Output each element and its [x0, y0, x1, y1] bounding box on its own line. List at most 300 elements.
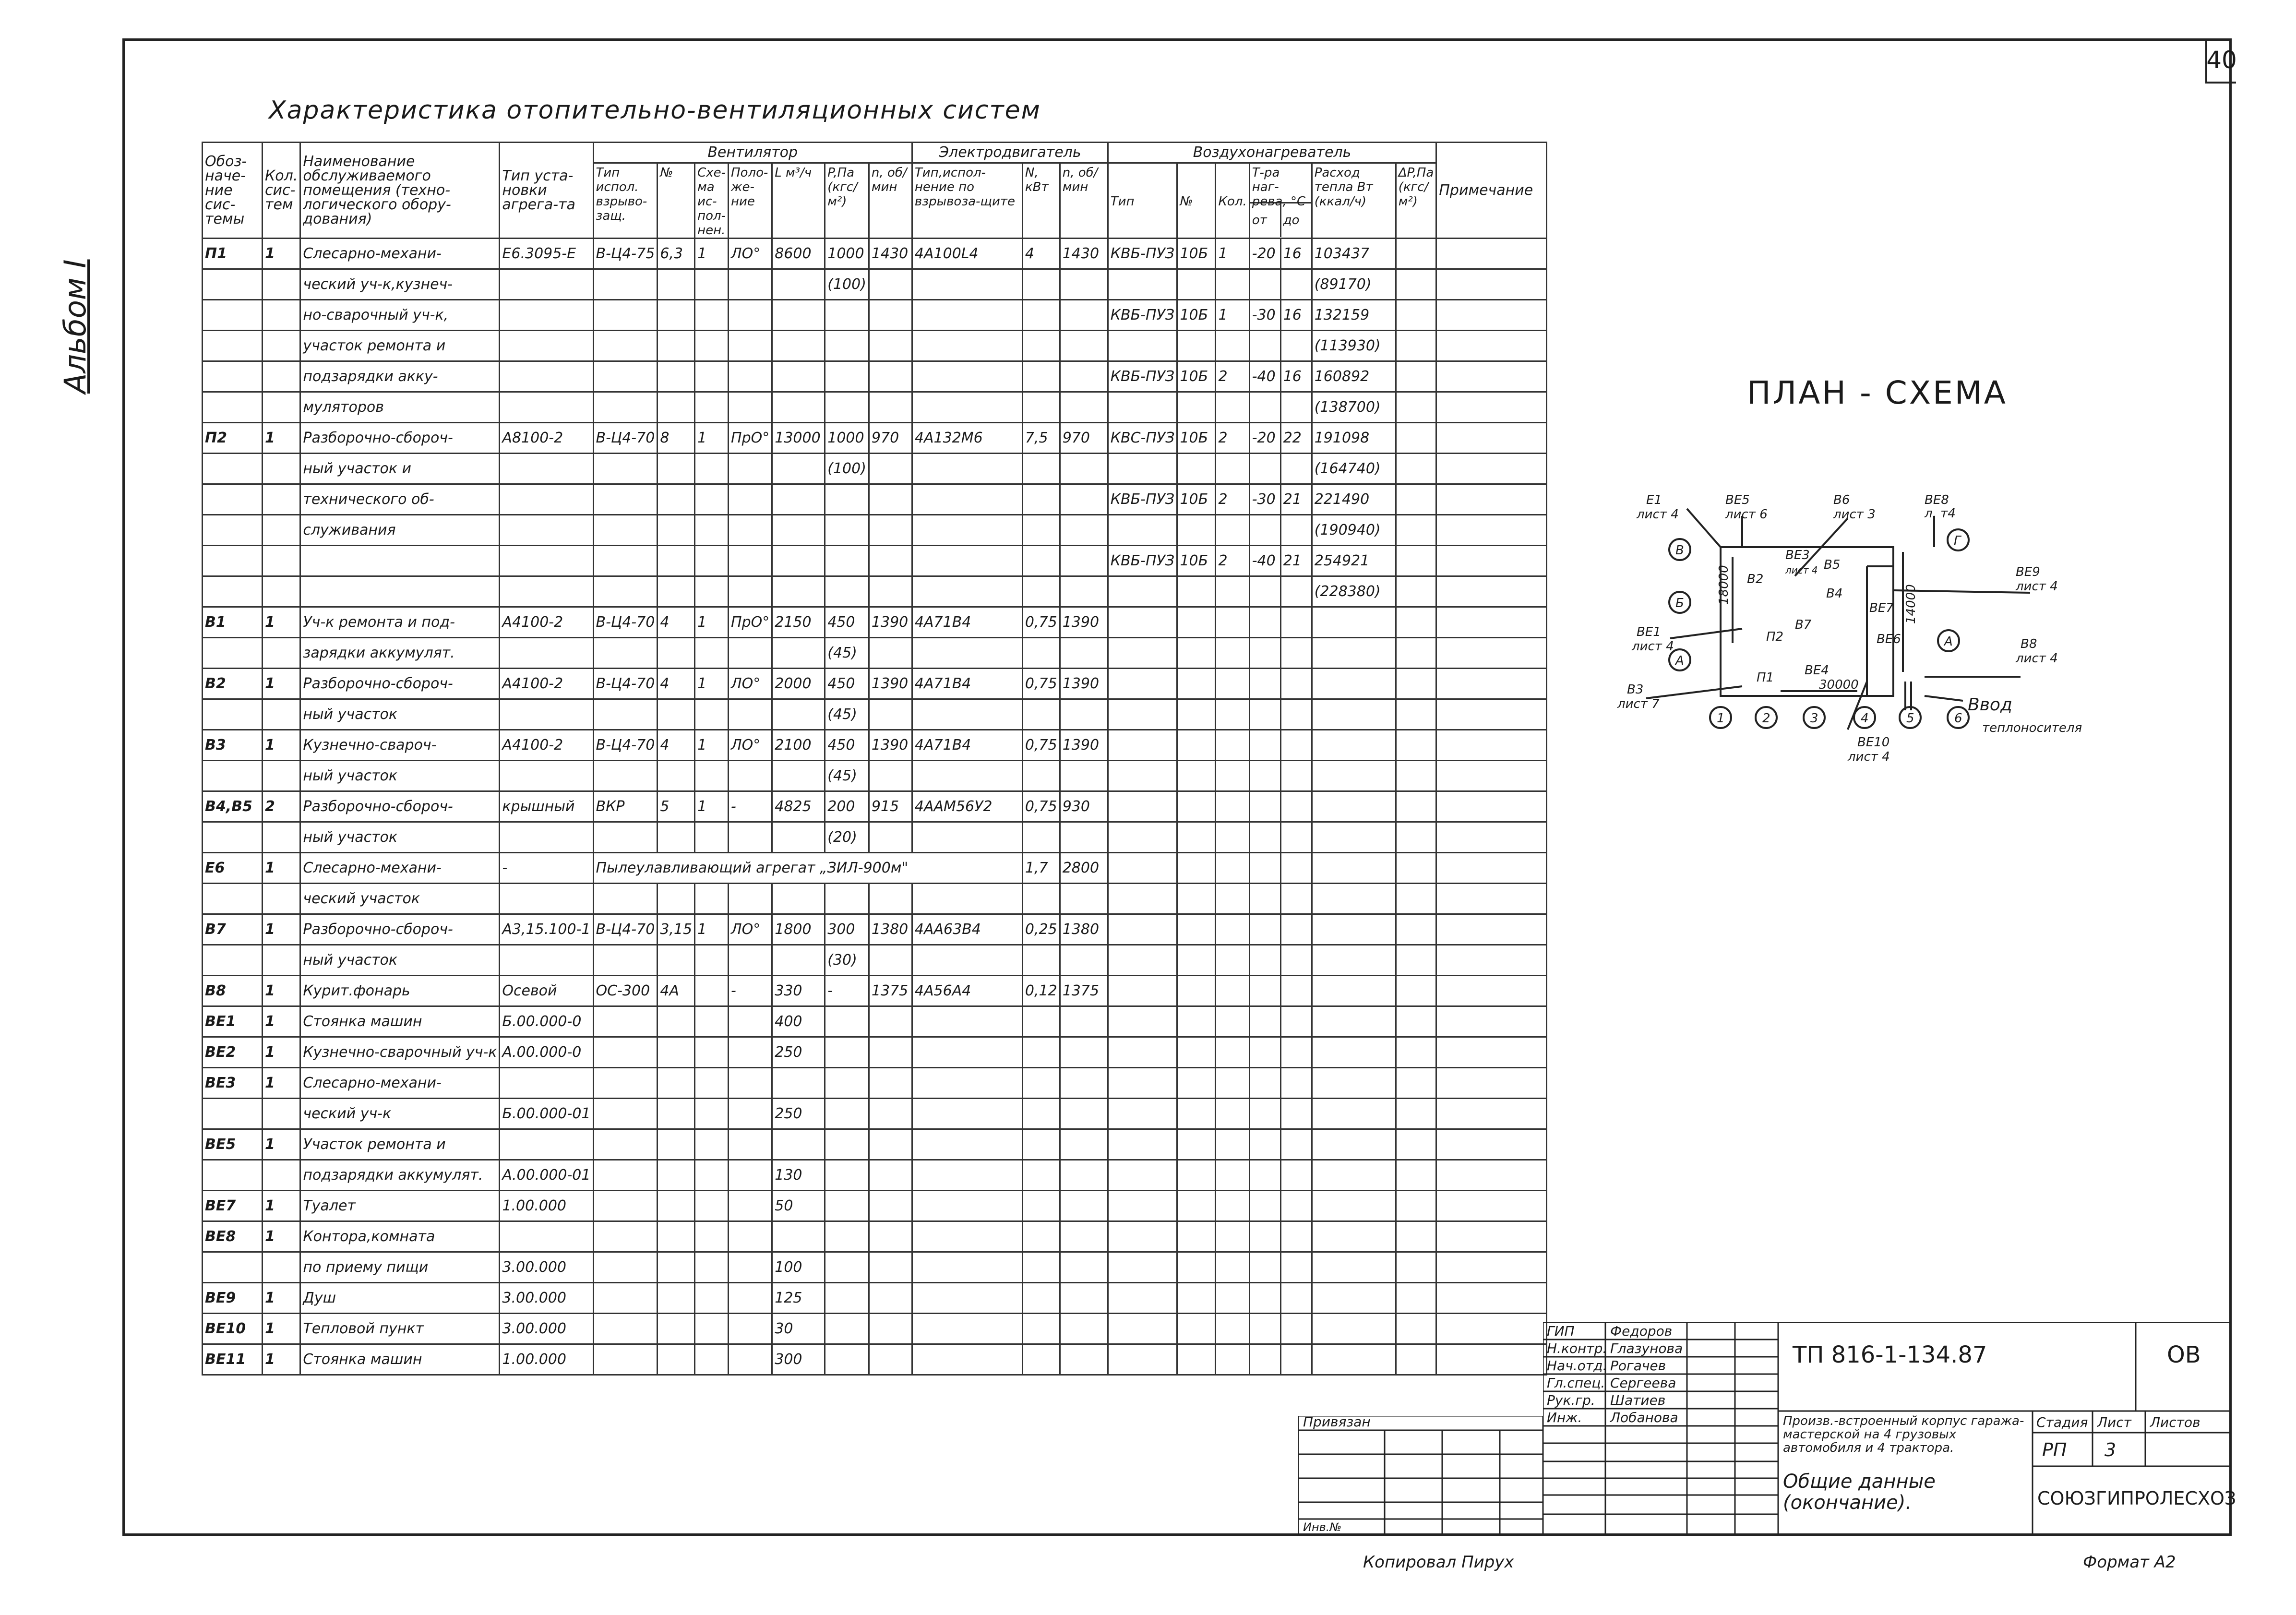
table-cell [1108, 392, 1177, 423]
table-cell [825, 1191, 869, 1221]
table-cell [263, 884, 300, 914]
table-cell [729, 699, 772, 730]
table-cell: (20) [825, 822, 869, 853]
table-cell [729, 300, 772, 331]
table-cell [1108, 1099, 1177, 1129]
table-cell [695, 269, 729, 300]
table-cell: 125 [772, 1283, 825, 1314]
table-cell: 100 [772, 1252, 825, 1283]
table-cell: (190940) [1312, 515, 1396, 546]
table-cell [869, 1252, 912, 1283]
lbl-b3-sheet: лист 7 [1617, 697, 1660, 711]
entry-line [1925, 696, 1963, 701]
table-cell [1060, 945, 1108, 976]
table-cell [593, 1191, 658, 1221]
th-fan-rotation: Поло-же-ние [729, 163, 772, 239]
table-cell: 0,75 [1022, 607, 1060, 638]
table-cell [1312, 976, 1396, 1006]
table-cell [1108, 607, 1177, 638]
table-cell [869, 638, 912, 669]
table-cell [869, 699, 912, 730]
table-cell [729, 945, 772, 976]
th-temp-from: от [1250, 203, 1281, 237]
binding-label: Привязан [1303, 1414, 1371, 1430]
table-cell: 13000 [772, 423, 825, 454]
table-cell [869, 1283, 912, 1314]
table-cell [1216, 1191, 1249, 1221]
table-cell: 250 [772, 1099, 825, 1129]
table-cell [729, 361, 772, 392]
table-cell [1436, 945, 1547, 976]
table-cell: 450 [825, 669, 869, 699]
table-row [203, 607, 1547, 638]
lbl-be1-sheet: лист 4 [1632, 639, 1674, 654]
table-row [203, 976, 1547, 1006]
table-cell [1177, 1191, 1216, 1221]
table-cell [1396, 331, 1436, 361]
table-cell [1436, 484, 1547, 515]
table-cell [1436, 454, 1547, 484]
table-cell: ВЕ5 [203, 1129, 263, 1160]
lbl-axis-2: 2 [1762, 711, 1770, 726]
table-cell: 1375 [869, 976, 912, 1006]
table-cell [1108, 576, 1177, 607]
table-cell [1249, 1344, 1280, 1375]
footer-format: Формат А2 [2083, 1553, 2176, 1572]
table-cell: ВЕ11 [203, 1344, 263, 1375]
table-cell [695, 331, 729, 361]
table-cell [1436, 1283, 1547, 1314]
table-cell [1436, 976, 1547, 1006]
table-cell [1312, 1006, 1396, 1037]
table-cell [658, 546, 695, 576]
table-cell [1108, 730, 1177, 761]
table-cell: 22 [1280, 423, 1312, 454]
table-cell [1396, 484, 1436, 515]
table-cell: 2 [1216, 423, 1249, 454]
tb-name-2: Глазунова [1610, 1340, 1683, 1356]
tb-sheet: 3 [2105, 1439, 2117, 1460]
table-cell [695, 1099, 729, 1129]
table-cell [593, 269, 658, 300]
table-cell [1436, 1252, 1547, 1283]
tb-description: Произв.-встроенный корпус гаража-мастерской на 4 грузовых автомобиля и 4 трактора. [1783, 1414, 2024, 1455]
table-cell [263, 822, 300, 853]
table-cell [869, 576, 912, 607]
table-cell [1280, 576, 1312, 607]
table-cell [1177, 392, 1216, 423]
table-cell: 1 [1216, 239, 1249, 269]
table-cell: 2 [1216, 484, 1249, 515]
table-cell: Слесарно-механи- [300, 853, 500, 884]
table-cell [203, 761, 263, 791]
table-cell [825, 546, 869, 576]
table-cell: 1380 [869, 914, 912, 945]
table-cell: 1390 [1060, 607, 1108, 638]
table-cell [869, 1160, 912, 1191]
table-cell [869, 361, 912, 392]
table-cell [658, 822, 695, 853]
table-cell [1022, 269, 1060, 300]
table-cell: В4,В5 [203, 791, 263, 822]
table-row [203, 392, 1547, 423]
table-header [203, 143, 1547, 239]
table-cell [1177, 1129, 1216, 1160]
table-cell: 4А100L4 [912, 239, 1022, 269]
plan-title: ПЛАН - СХЕМА [1747, 374, 2008, 411]
lbl-p1: П1 [1757, 670, 1774, 685]
table-row [203, 576, 1547, 607]
table-cell: 4 [658, 669, 695, 699]
table-cell [825, 1283, 869, 1314]
table-cell: 970 [1060, 423, 1108, 454]
table-cell [1249, 638, 1280, 669]
table-cell: 1 [263, 914, 300, 945]
table-cell: 10Б [1177, 300, 1216, 331]
table-cell [1060, 1221, 1108, 1252]
table-cell: -30 [1249, 300, 1280, 331]
table-cell [1396, 392, 1436, 423]
table-cell: служивания [300, 515, 500, 546]
table-cell [1280, 1314, 1312, 1344]
table-cell [772, 484, 825, 515]
table-cell [593, 699, 658, 730]
table-body [203, 239, 1547, 1375]
table-cell: ВЕ1 [203, 1006, 263, 1037]
table-cell [695, 1191, 729, 1221]
table-cell: 1 [263, 1191, 300, 1221]
table-cell [772, 945, 825, 976]
table-cell [912, 699, 1022, 730]
th-designation: Обоз-наче-ние сис-темы [203, 143, 263, 239]
table-cell [912, 515, 1022, 546]
table-cell [203, 454, 263, 484]
table-cell: ВЕ3 [203, 1068, 263, 1099]
table-cell [695, 1068, 729, 1099]
table-cell [1436, 392, 1547, 423]
table-cell [500, 884, 593, 914]
table-cell [912, 454, 1022, 484]
table-cell [500, 699, 593, 730]
table-cell [825, 1344, 869, 1375]
table-cell [869, 331, 912, 361]
table-cell: ческий уч-к [300, 1099, 500, 1129]
table-row [203, 853, 1547, 884]
table-cell [658, 1221, 695, 1252]
table-cell [1280, 1006, 1312, 1037]
table-cell [1249, 1252, 1280, 1283]
table-cell [695, 300, 729, 331]
table-row [203, 945, 1547, 976]
table-cell: Туалет [300, 1191, 500, 1221]
th-fan-n: n, об/мин [869, 163, 912, 239]
table-cell [1177, 669, 1216, 699]
table-cell [912, 1344, 1022, 1375]
table-cell [593, 300, 658, 331]
lbl-b6-sheet: лист 3 [1833, 507, 1876, 522]
table-cell-span: Пылеулавливающий агрегат „ЗИЛ-900м" [593, 853, 1022, 884]
table-cell [1280, 945, 1312, 976]
table-cell [1396, 1129, 1436, 1160]
table-row [203, 761, 1547, 791]
table-cell: П1 [203, 239, 263, 269]
table-cell: ЛО° [729, 730, 772, 761]
th-heater-type: Тип [1108, 163, 1177, 239]
table-cell [203, 484, 263, 515]
table-cell: -30 [1249, 484, 1280, 515]
th-heater-qty: Кол. [1216, 163, 1249, 239]
table-row [203, 791, 1547, 822]
table-cell [1396, 761, 1436, 791]
table-cell: -20 [1249, 423, 1280, 454]
table-cell [263, 331, 300, 361]
table-cell [500, 454, 593, 484]
table-cell [869, 392, 912, 423]
table-cell: КВБ-ПУЗ [1108, 361, 1177, 392]
table-cell [869, 822, 912, 853]
lbl-axis-a: А [1675, 654, 1684, 668]
table-cell [1108, 1314, 1177, 1344]
table-cell [1216, 331, 1249, 361]
table-cell [1396, 976, 1436, 1006]
table-cell: 1430 [1060, 239, 1108, 269]
table-cell: ный участок [300, 822, 500, 853]
table-cell [1177, 607, 1216, 638]
table-cell [1249, 761, 1280, 791]
table-cell [1396, 454, 1436, 484]
table-cell [695, 976, 729, 1006]
table-cell: 1000 [825, 423, 869, 454]
th-fan-L: L м³/ч [772, 163, 825, 239]
table-cell: КВБ-ПУЗ [1108, 300, 1177, 331]
table-cell [203, 1252, 263, 1283]
tb-role-5: Рук.гр. [1547, 1392, 1595, 1408]
table-cell [1280, 853, 1312, 884]
table-cell [1396, 884, 1436, 914]
table-cell: 1 [1216, 300, 1249, 331]
table-cell [1436, 423, 1547, 454]
table-cell [1108, 454, 1177, 484]
table-cell: 400 [772, 1006, 825, 1037]
table-cell [1280, 331, 1312, 361]
table-cell [695, 884, 729, 914]
table-cell [1060, 1191, 1108, 1221]
table-cell [1216, 1129, 1249, 1160]
table-cell [912, 392, 1022, 423]
table-cell: 16 [1280, 239, 1312, 269]
table-cell: Осевой [500, 976, 593, 1006]
table-cell [1249, 1068, 1280, 1099]
table-cell [1060, 1037, 1108, 1068]
table-cell: 1 [263, 1068, 300, 1099]
table-cell [1396, 1099, 1436, 1129]
table-cell [1060, 484, 1108, 515]
table-row [203, 1006, 1547, 1037]
footer-copied: Копировал Пирух [1363, 1553, 1514, 1572]
table-cell [1108, 1252, 1177, 1283]
table-cell [1312, 822, 1396, 853]
table-cell [1312, 761, 1396, 791]
table-cell [912, 1252, 1022, 1283]
table-cell [658, 331, 695, 361]
table-cell [1396, 1283, 1436, 1314]
table-cell [1216, 1068, 1249, 1099]
table-cell [695, 1129, 729, 1160]
table-cell [1022, 1037, 1060, 1068]
table-cell: 1430 [869, 239, 912, 269]
table-cell: (30) [825, 945, 869, 976]
table-cell: 16 [1280, 361, 1312, 392]
table-cell: -40 [1249, 546, 1280, 576]
table-cell: 4А71В4 [912, 669, 1022, 699]
table-cell: 0,75 [1022, 791, 1060, 822]
tb-sheet-title: Общие данные (окончание). [1783, 1471, 1936, 1514]
table-cell [1249, 699, 1280, 730]
table-cell [203, 515, 263, 546]
table-cell [500, 638, 593, 669]
table-cell [1280, 914, 1312, 945]
table-cell [695, 1160, 729, 1191]
table-cell [1249, 515, 1280, 546]
table-cell [1436, 1006, 1547, 1037]
table-cell [1436, 914, 1547, 945]
table-cell: КВБ-ПУЗ [1108, 239, 1177, 269]
table-cell [1436, 300, 1547, 331]
table-cell [593, 1283, 658, 1314]
tb-sheets-label: Листов [2150, 1414, 2200, 1430]
table-cell [772, 392, 825, 423]
table-cell [825, 1129, 869, 1160]
table-cell: 2100 [772, 730, 825, 761]
table-cell [263, 1252, 300, 1283]
table-cell [658, 576, 695, 607]
table-cell: Стоянка машин [300, 1006, 500, 1037]
binding-block [1298, 1416, 1543, 1536]
table-cell: (45) [825, 638, 869, 669]
table-cell [1436, 822, 1547, 853]
table-cell [1022, 546, 1060, 576]
th-temp-label: Т-ра наг-рева, °С [1250, 164, 1311, 203]
table-cell [263, 269, 300, 300]
table-cell: 1 [263, 423, 300, 454]
lbl-be1: ВЕ1 [1637, 625, 1661, 639]
table-cell: 4А132М6 [912, 423, 1022, 454]
table-cell [1022, 1191, 1060, 1221]
table-cell: 130 [772, 1160, 825, 1191]
table-cell [1060, 392, 1108, 423]
table-cell [1177, 699, 1216, 730]
table-row [203, 1221, 1547, 1252]
table-cell [1216, 976, 1249, 1006]
table-cell [1249, 1191, 1280, 1221]
th-unit-type: Тип уста-новки агрега-та [500, 143, 593, 239]
table-cell [869, 1129, 912, 1160]
lbl-axis-5: 5 [1906, 711, 1914, 726]
table-cell [1177, 976, 1216, 1006]
table-cell [1060, 1344, 1108, 1375]
table-cell [729, 392, 772, 423]
table-cell: 1 [263, 1129, 300, 1160]
table-cell [1312, 884, 1396, 914]
inv-label: Инв.№ [1303, 1520, 1342, 1534]
table-cell [1436, 884, 1547, 914]
table-cell: (113930) [1312, 331, 1396, 361]
lbl-b8-sheet: лист 4 [2016, 651, 2058, 666]
lbl-e1: Е1 [1646, 493, 1662, 507]
table-cell: 1 [263, 669, 300, 699]
table-cell [869, 454, 912, 484]
table-cell: по приему пищи [300, 1252, 500, 1283]
table-cell: ный участок [300, 761, 500, 791]
table-cell: 10Б [1177, 239, 1216, 269]
table-cell [1436, 730, 1547, 761]
table-cell: ный участок [300, 945, 500, 976]
table-cell: (100) [825, 454, 869, 484]
table-cell [825, 1099, 869, 1129]
table-row [203, 884, 1547, 914]
table-cell [1060, 361, 1108, 392]
table-cell [912, 300, 1022, 331]
table-cell [1022, 576, 1060, 607]
table-cell [1436, 1160, 1547, 1191]
table-cell [1060, 300, 1108, 331]
table-cell: 132159 [1312, 300, 1396, 331]
table-cell [695, 1221, 729, 1252]
table-row [203, 638, 1547, 669]
table-cell [1060, 1006, 1108, 1037]
table-cell: 0,75 [1022, 669, 1060, 699]
lbl-b5: В5 [1824, 558, 1841, 572]
table-cell: 1 [695, 423, 729, 454]
table-cell [825, 515, 869, 546]
table-cell: 1 [263, 1221, 300, 1252]
table-cell [1249, 1006, 1280, 1037]
table-cell [1022, 484, 1060, 515]
table-cell: 8600 [772, 239, 825, 269]
table-cell [1280, 392, 1312, 423]
table-cell [1396, 791, 1436, 822]
table-cell [593, 331, 658, 361]
table-cell [1396, 699, 1436, 730]
table-cell [1249, 884, 1280, 914]
table-cell [1280, 1221, 1312, 1252]
table-cell [869, 1037, 912, 1068]
table-cell [1436, 607, 1547, 638]
table-cell [729, 576, 772, 607]
table-cell: - [500, 853, 593, 884]
table-cell [1108, 791, 1177, 822]
table-cell [695, 638, 729, 669]
lbl-entry2: теплоносителя [1982, 721, 2082, 735]
table-cell [1022, 1006, 1060, 1037]
table-cell: Слесарно-механи- [300, 239, 500, 269]
table-cell [1022, 454, 1060, 484]
table-row [203, 1160, 1547, 1191]
table-cell: 200 [825, 791, 869, 822]
table-cell: Разборочно-сбороч- [300, 423, 500, 454]
table-cell [912, 1221, 1022, 1252]
table-cell: 1.00.000 [500, 1191, 593, 1221]
table-cell [1312, 1344, 1396, 1375]
table-cell [1216, 884, 1249, 914]
table-cell [658, 484, 695, 515]
table-cell [772, 269, 825, 300]
table-cell [869, 884, 912, 914]
table-cell [1396, 300, 1436, 331]
table-cell: (89170) [1312, 269, 1396, 300]
table-cell [263, 515, 300, 546]
table-cell: 2800 [1060, 853, 1108, 884]
